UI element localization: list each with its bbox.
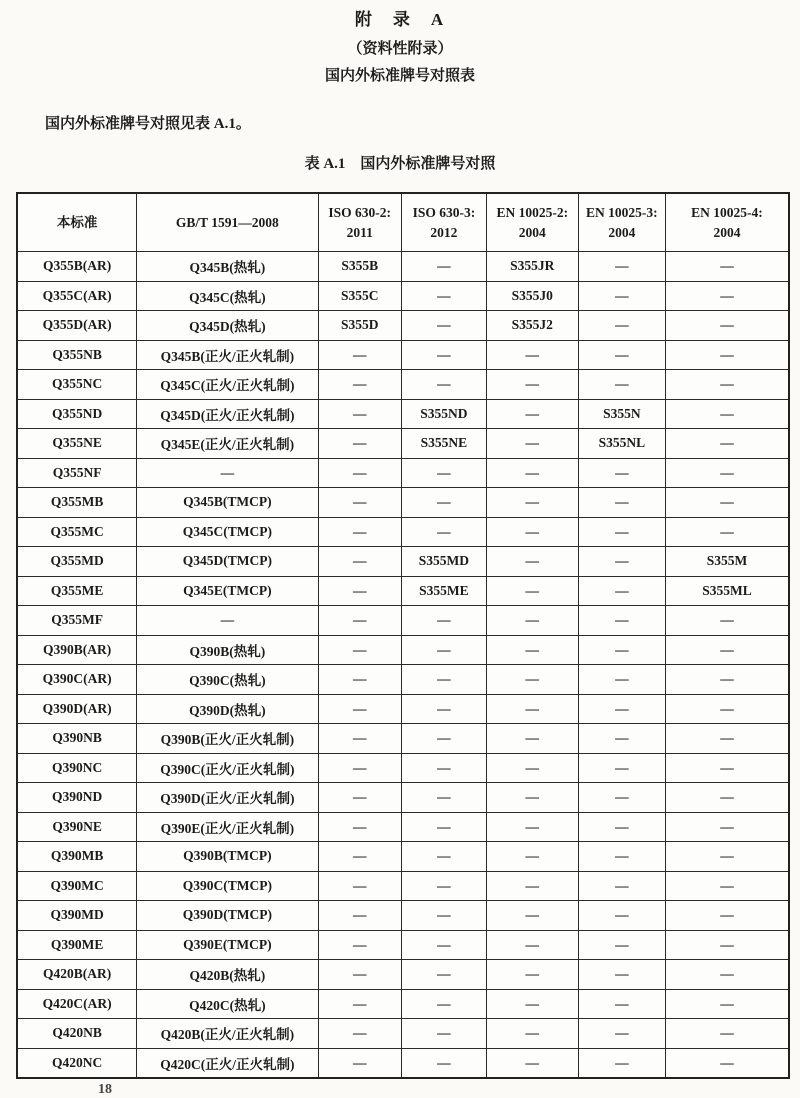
equivalent-grade-cell: —: [401, 901, 486, 931]
equivalent-grade-cell: S355M: [665, 547, 789, 577]
equivalent-grade-cell: —: [486, 960, 578, 990]
equivalent-grade-cell: Q420B(热轧): [137, 960, 318, 990]
column-header-title: GB/T 1591—2008: [175, 214, 279, 230]
equivalent-grade-cell: Q345B(热轧): [137, 252, 318, 282]
equivalent-grade-cell: —: [401, 783, 486, 813]
grade-cell: Q355ND: [17, 399, 137, 429]
equivalent-grade-cell: —: [578, 576, 665, 606]
equivalent-grade-cell: —: [578, 783, 665, 813]
equivalent-grade-cell: —: [318, 989, 401, 1019]
equivalent-grade-cell: Q345D(正火/正火轧制): [137, 399, 318, 429]
equivalent-grade-cell: —: [665, 252, 789, 282]
equivalent-grade-cell: —: [578, 606, 665, 636]
equivalent-grade-cell: —: [486, 488, 578, 518]
table-row: [17, 635, 789, 665]
equivalent-grade-cell: —: [318, 665, 401, 695]
grade-cell: Q355MD: [17, 547, 137, 577]
table-row: [17, 901, 789, 931]
table-row: [17, 753, 789, 783]
column-header-year: 2012: [430, 224, 458, 240]
equivalent-grade-cell: —: [578, 488, 665, 518]
grade-cell: Q355ME: [17, 576, 137, 606]
table-row: [17, 429, 789, 459]
equivalent-grade-cell: —: [486, 606, 578, 636]
grade-cell: Q390B(AR): [17, 635, 137, 665]
equivalent-grade-cell: Q345D(热轧): [137, 311, 318, 341]
equivalent-grade-cell: —: [578, 340, 665, 370]
equivalent-grade-cell: —: [401, 960, 486, 990]
equivalent-grade-cell: —: [318, 429, 401, 459]
equivalent-grade-cell: —: [486, 635, 578, 665]
equivalent-grade-cell: —: [401, 517, 486, 547]
grade-cell: Q420NC: [17, 1048, 137, 1078]
equivalent-grade-cell: —: [665, 281, 789, 311]
equivalent-grade-cell: —: [578, 281, 665, 311]
equivalent-grade-cell: —: [486, 753, 578, 783]
equivalent-grade-cell: —: [401, 340, 486, 370]
equivalent-grade-cell: —: [486, 458, 578, 488]
equivalent-grade-cell: Q390B(TMCP): [137, 842, 318, 872]
table-row: [17, 576, 789, 606]
grade-cell: Q355D(AR): [17, 311, 137, 341]
equivalent-grade-cell: Q390D(TMCP): [137, 901, 318, 931]
table-row: [17, 340, 789, 370]
equivalent-grade-cell: —: [665, 635, 789, 665]
equivalent-grade-cell: —: [665, 458, 789, 488]
equivalent-grade-cell: —: [486, 547, 578, 577]
column-header: [318, 193, 401, 252]
equivalent-grade-cell: S355ML: [665, 576, 789, 606]
equivalent-grade-cell: —: [401, 635, 486, 665]
equivalent-grade-cell: —: [318, 1019, 401, 1049]
equivalent-grade-cell: —: [665, 694, 789, 724]
column-header-year: 2004: [713, 224, 741, 240]
equivalent-grade-cell: —: [665, 842, 789, 872]
equivalent-grade-cell: —: [578, 724, 665, 754]
column-header: [401, 193, 486, 252]
equivalent-grade-cell: —: [665, 606, 789, 636]
table-row: [17, 458, 789, 488]
table-row: [17, 517, 789, 547]
equivalent-grade-cell: S355J0: [486, 281, 578, 311]
grade-cell: Q390MB: [17, 842, 137, 872]
equivalent-grade-cell: Q390E(TMCP): [137, 930, 318, 960]
equivalent-grade-cell: —: [318, 901, 401, 931]
equivalent-grade-cell: —: [665, 517, 789, 547]
equivalent-grade-cell: —: [578, 252, 665, 282]
column-header: [486, 193, 578, 252]
equivalent-grade-cell: —: [665, 724, 789, 754]
equivalent-grade-cell: —: [665, 1048, 789, 1078]
equivalent-grade-cell: —: [401, 812, 486, 842]
table-header-row: [17, 193, 789, 252]
equivalent-grade-cell: —: [318, 694, 401, 724]
table-row: [17, 1019, 789, 1049]
table-caption: 表 A.1 国内外标准牌号对照: [304, 156, 496, 172]
equivalent-grade-cell: —: [318, 517, 401, 547]
grade-cell: Q355C(AR): [17, 281, 137, 311]
equivalent-grade-cell: —: [318, 930, 401, 960]
grade-cell: Q355NE: [17, 429, 137, 459]
grade-cell: Q390D(AR): [17, 694, 137, 724]
equivalent-grade-cell: —: [578, 665, 665, 695]
grade-cell: Q390NE: [17, 812, 137, 842]
equivalent-grade-cell: —: [665, 930, 789, 960]
equivalent-grade-cell: Q345C(热轧): [137, 281, 318, 311]
equivalent-grade-cell: —: [486, 517, 578, 547]
equivalent-grade-cell: Q390C(正火/正火轧制): [137, 753, 318, 783]
table-row: [17, 311, 789, 341]
equivalent-grade-cell: Q345B(正火/正火轧制): [137, 340, 318, 370]
equivalent-grade-cell: S355NL: [578, 429, 665, 459]
equivalent-grade-cell: Q420B(正火/正火轧制): [137, 1019, 318, 1049]
equivalent-grade-cell: —: [137, 606, 318, 636]
equivalent-grade-cell: —: [578, 547, 665, 577]
equivalent-grade-cell: —: [318, 783, 401, 813]
table-row: [17, 989, 789, 1019]
equivalent-grade-cell: —: [578, 635, 665, 665]
equivalent-grade-cell: —: [486, 724, 578, 754]
equivalent-grade-cell: —: [401, 871, 486, 901]
equivalent-grade-cell: —: [318, 458, 401, 488]
equivalent-grade-cell: —: [318, 1048, 401, 1078]
appendix-type: （资料性附录）: [347, 41, 453, 57]
equivalent-grade-cell: —: [318, 812, 401, 842]
equivalent-grade-cell: —: [665, 783, 789, 813]
column-header: [578, 193, 665, 252]
grade-cell: Q355MF: [17, 606, 137, 636]
appendix-title: 国内外标准牌号对照表: [324, 68, 475, 84]
column-header-title: ISO 630-3:: [412, 204, 476, 220]
equivalent-grade-cell: —: [318, 488, 401, 518]
grade-cell: Q390NB: [17, 724, 137, 754]
equivalent-grade-cell: —: [486, 989, 578, 1019]
equivalent-grade-cell: Q390B(热轧): [137, 635, 318, 665]
column-header-title: EN 10025-4:: [691, 204, 763, 220]
table-row: [17, 665, 789, 695]
equivalent-grade-cell: —: [401, 488, 486, 518]
equivalent-grade-cell: —: [318, 724, 401, 754]
table-row: [17, 930, 789, 960]
equivalent-grade-cell: —: [665, 989, 789, 1019]
equivalent-grade-cell: Q390E(正火/正火轧制): [137, 812, 318, 842]
equivalent-grade-cell: —: [578, 1048, 665, 1078]
equivalent-grade-cell: Q345D(TMCP): [137, 547, 318, 577]
equivalent-grade-cell: Q390C(TMCP): [137, 871, 318, 901]
intro-text: 国内外标准牌号对照见表 A.1。: [45, 116, 251, 132]
equivalent-grade-cell: —: [578, 753, 665, 783]
equivalent-grade-cell: —: [486, 812, 578, 842]
equivalent-grade-cell: Q420C(正火/正火轧制): [137, 1048, 318, 1078]
equivalent-grade-cell: —: [578, 1019, 665, 1049]
table-row: [17, 547, 789, 577]
equivalent-grade-cell: Q345C(正火/正火轧制): [137, 370, 318, 400]
equivalent-grade-cell: —: [318, 370, 401, 400]
equivalent-grade-cell: —: [665, 429, 789, 459]
equivalent-grade-cell: —: [665, 1019, 789, 1049]
grade-cell: Q390MD: [17, 901, 137, 931]
equivalent-grade-cell: Q345E(TMCP): [137, 576, 318, 606]
equivalent-grade-cell: —: [486, 694, 578, 724]
grade-cell: Q355MB: [17, 488, 137, 518]
equivalent-grade-cell: —: [318, 842, 401, 872]
equivalent-grade-cell: S355J2: [486, 311, 578, 341]
equivalent-grade-cell: —: [665, 960, 789, 990]
document-header: [0, 0, 800, 88]
grade-cell: Q355MC: [17, 517, 137, 547]
equivalent-grade-cell: —: [318, 871, 401, 901]
table-row: [17, 871, 789, 901]
equivalent-grade-cell: Q345B(TMCP): [137, 488, 318, 518]
equivalent-grade-cell: Q390D(热轧): [137, 694, 318, 724]
table-row: [17, 960, 789, 990]
column-header: [17, 193, 137, 252]
equivalent-grade-cell: —: [665, 399, 789, 429]
table-row: [17, 281, 789, 311]
equivalent-grade-cell: —: [665, 311, 789, 341]
equivalent-grade-cell: —: [578, 517, 665, 547]
grade-cell: Q355B(AR): [17, 252, 137, 282]
equivalent-grade-cell: —: [401, 753, 486, 783]
equivalent-grade-cell: —: [578, 458, 665, 488]
grade-cell: Q420B(AR): [17, 960, 137, 990]
equivalent-grade-cell: S355C: [318, 281, 401, 311]
equivalent-grade-cell: S355D: [318, 311, 401, 341]
equivalent-grade-cell: —: [665, 812, 789, 842]
equivalent-grade-cell: —: [486, 842, 578, 872]
grade-cell: Q355NB: [17, 340, 137, 370]
equivalent-grade-cell: S355ND: [401, 399, 486, 429]
grade-cell: Q390ND: [17, 783, 137, 813]
table-row: [17, 488, 789, 518]
equivalent-grade-cell: —: [665, 665, 789, 695]
equivalent-grade-cell: —: [486, 399, 578, 429]
page-number: 18: [98, 1082, 112, 1097]
equivalent-grade-cell: S355B: [318, 252, 401, 282]
equivalent-grade-cell: —: [486, 576, 578, 606]
equivalent-grade-cell: —: [401, 989, 486, 1019]
equivalent-grade-cell: —: [665, 488, 789, 518]
equivalent-grade-cell: —: [578, 960, 665, 990]
equivalent-grade-cell: —: [137, 458, 318, 488]
equivalent-grade-cell: —: [486, 901, 578, 931]
equivalent-grade-cell: —: [578, 901, 665, 931]
equivalent-grade-cell: S355N: [578, 399, 665, 429]
table-row: [17, 252, 789, 282]
equivalent-grade-cell: —: [578, 812, 665, 842]
equivalent-grade-cell: Q390C(热轧): [137, 665, 318, 695]
equivalent-grade-cell: —: [665, 370, 789, 400]
column-header-year: 2004: [518, 224, 546, 240]
grade-cell: Q355NC: [17, 370, 137, 400]
equivalent-grade-cell: Q345E(正火/正火轧制): [137, 429, 318, 459]
equivalent-grade-cell: —: [486, 1048, 578, 1078]
equivalent-grade-cell: Q390B(正火/正火轧制): [137, 724, 318, 754]
equivalent-grade-cell: —: [665, 753, 789, 783]
equivalent-grade-cell: —: [401, 281, 486, 311]
table-row: [17, 606, 789, 636]
comparison-table: [16, 192, 790, 1079]
equivalent-grade-cell: —: [318, 340, 401, 370]
column-header-year: 2011: [346, 224, 373, 240]
equivalent-grade-cell: Q345C(TMCP): [137, 517, 318, 547]
equivalent-grade-cell: —: [318, 576, 401, 606]
table-row: [17, 1048, 789, 1078]
equivalent-grade-cell: —: [318, 635, 401, 665]
column-header-year: 2004: [608, 224, 636, 240]
equivalent-grade-cell: S355MD: [401, 547, 486, 577]
equivalent-grade-cell: —: [578, 694, 665, 724]
table-row: [17, 812, 789, 842]
column-header-title: EN 10025-2:: [496, 204, 569, 220]
table-row: [17, 783, 789, 813]
equivalent-grade-cell: —: [578, 311, 665, 341]
equivalent-grade-cell: —: [665, 340, 789, 370]
table-row: [17, 399, 789, 429]
equivalent-grade-cell: —: [486, 783, 578, 813]
equivalent-grade-cell: —: [401, 252, 486, 282]
equivalent-grade-cell: —: [401, 724, 486, 754]
table-row: [17, 694, 789, 724]
equivalent-grade-cell: —: [578, 842, 665, 872]
equivalent-grade-cell: —: [401, 1048, 486, 1078]
equivalent-grade-cell: —: [318, 606, 401, 636]
equivalent-grade-cell: —: [318, 753, 401, 783]
equivalent-grade-cell: —: [486, 370, 578, 400]
grade-cell: Q390ME: [17, 930, 137, 960]
equivalent-grade-cell: —: [578, 930, 665, 960]
grade-cell: Q355NF: [17, 458, 137, 488]
table-row: [17, 724, 789, 754]
equivalent-grade-cell: —: [318, 399, 401, 429]
equivalent-grade-cell: —: [578, 871, 665, 901]
equivalent-grade-cell: —: [318, 547, 401, 577]
grade-cell: Q390C(AR): [17, 665, 137, 695]
appendix-label: 附 录 A: [354, 10, 446, 29]
column-header: [137, 193, 318, 252]
equivalent-grade-cell: —: [401, 458, 486, 488]
equivalent-grade-cell: Q390D(正火/正火轧制): [137, 783, 318, 813]
equivalent-grade-cell: —: [318, 960, 401, 990]
equivalent-grade-cell: —: [401, 311, 486, 341]
table-row: [17, 842, 789, 872]
grade-cell: Q420C(AR): [17, 989, 137, 1019]
equivalent-grade-cell: —: [401, 665, 486, 695]
equivalent-grade-cell: S355JR: [486, 252, 578, 282]
equivalent-grade-cell: —: [401, 606, 486, 636]
table-row: [17, 370, 789, 400]
column-header: [665, 193, 789, 252]
equivalent-grade-cell: —: [401, 930, 486, 960]
equivalent-grade-cell: —: [486, 871, 578, 901]
equivalent-grade-cell: —: [401, 370, 486, 400]
equivalent-grade-cell: Q420C(热轧): [137, 989, 318, 1019]
equivalent-grade-cell: —: [401, 842, 486, 872]
equivalent-grade-cell: —: [665, 901, 789, 931]
equivalent-grade-cell: —: [486, 665, 578, 695]
grade-cell: Q390NC: [17, 753, 137, 783]
equivalent-grade-cell: —: [486, 1019, 578, 1049]
equivalent-grade-cell: —: [578, 370, 665, 400]
equivalent-grade-cell: —: [486, 340, 578, 370]
column-header-title: 本标准: [56, 214, 98, 230]
grade-cell: Q420NB: [17, 1019, 137, 1049]
column-header-title: ISO 630-2:: [328, 204, 392, 220]
grade-cell: Q390MC: [17, 871, 137, 901]
equivalent-grade-cell: —: [401, 1019, 486, 1049]
equivalent-grade-cell: —: [486, 429, 578, 459]
equivalent-grade-cell: S355NE: [401, 429, 486, 459]
column-header-title: EN 10025-3:: [586, 204, 658, 220]
equivalent-grade-cell: S355ME: [401, 576, 486, 606]
equivalent-grade-cell: —: [401, 694, 486, 724]
equivalent-grade-cell: —: [486, 930, 578, 960]
equivalent-grade-cell: —: [665, 871, 789, 901]
equivalent-grade-cell: —: [578, 989, 665, 1019]
